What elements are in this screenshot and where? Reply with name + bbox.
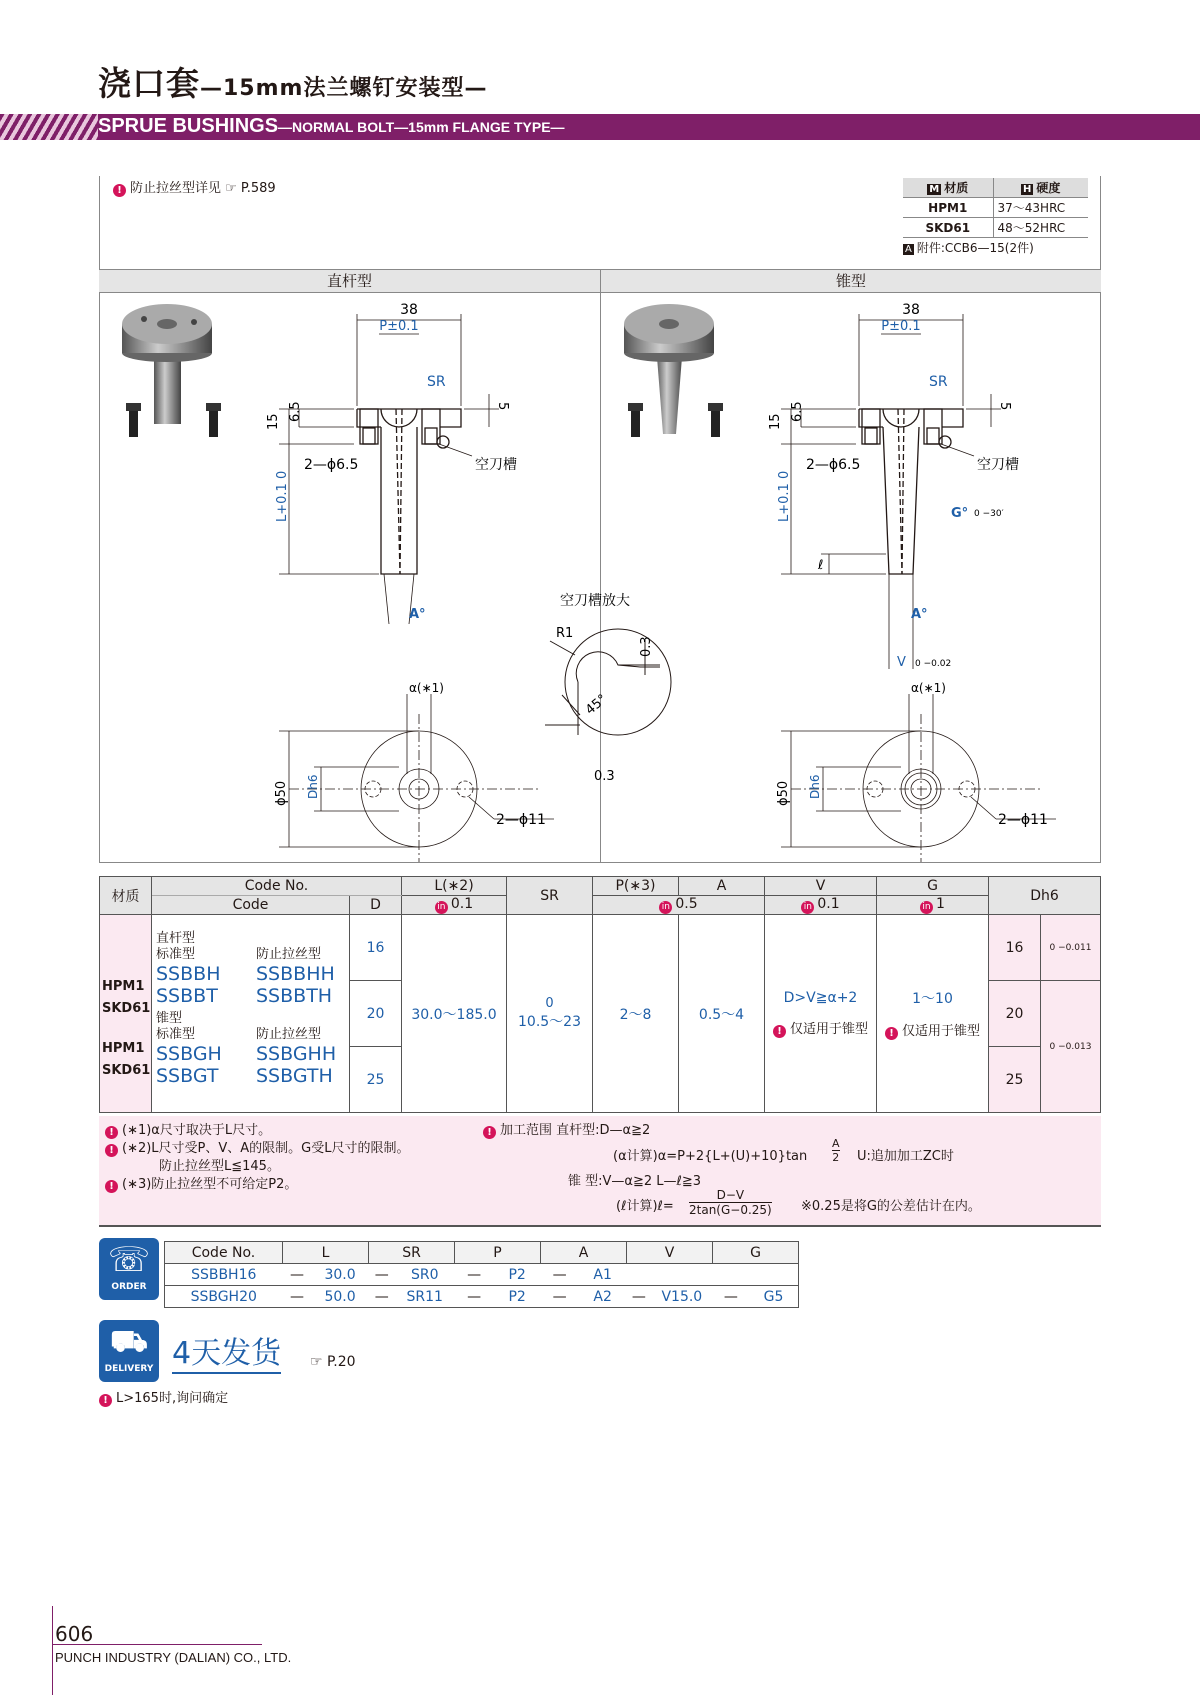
dim-r1: R1 [556, 626, 574, 641]
dim-15: 15 [266, 413, 281, 430]
dim-38-taper: 38 [902, 302, 920, 318]
dim-V: V [897, 655, 906, 670]
taper-drawing [601, 294, 1101, 862]
holes-label: 2—ϕ6.5 [304, 457, 359, 473]
dim-sr: SR [427, 374, 446, 390]
section-straight: 直杆型 [99, 269, 600, 293]
dim-A-taper: A° [911, 607, 928, 622]
dim-V-tol: 0 −0.02 [915, 659, 952, 669]
straight-drawing [99, 294, 600, 862]
dim-G: G° [951, 506, 969, 521]
page-subtitle: —15mm法兰螺钉安装型— [200, 76, 488, 101]
dim-dh6-taper: Dh6 [808, 774, 822, 799]
dim-03-b: 0.3 [594, 769, 615, 784]
caution-icon: ! [113, 184, 126, 197]
dim-dh6: Dh6 [306, 774, 320, 799]
holes-label-taper: 2—ϕ6.5 [806, 457, 861, 473]
dim-L: L+0.1 0 [275, 470, 290, 522]
delivery-ref: ☞ P.20 [310, 1354, 356, 1370]
accessory-note: A 附件:CCB6—15(2件) [905, 241, 1034, 255]
delivery-days: 4天发货 [172, 1336, 281, 1374]
page-title: 浇口套—15mm法兰螺钉安装型— [98, 64, 488, 103]
detail-title: 空刀槽放大 [560, 593, 630, 609]
dim-alpha: α(∗1) [409, 681, 444, 695]
footer-rule-v [52, 1606, 53, 1695]
dim-6-5: 6.5 [288, 401, 303, 422]
dim-G-tol: 0 −30′ [974, 509, 1004, 519]
dim-6-5-taper: 6.5 [790, 401, 805, 422]
dim-5: 5 [495, 402, 510, 411]
dim-L-taper: L+0.1 0 [777, 470, 792, 522]
band-stripes [0, 114, 98, 140]
top-note: ! 防止拉丝型详见 ☞ P.589 [113, 177, 276, 197]
section-taper: 锥型 [601, 269, 1101, 293]
delivery-note: ! L>165时,询问确定 [99, 1387, 228, 1407]
dim-15-taper: 15 [768, 413, 783, 430]
delivery-icon: ⛟ DELIVERY [99, 1320, 159, 1382]
material-table: M 材质 H 硬度 HPM1 37～43HRC SKD61 48～52HRC [903, 178, 1088, 238]
notes-panel: ! (∗1)α尺寸取决于L尺寸。 ! (∗2)L尺寸受P、V、A的限制。G受L尺寸的限制。 防止拉丝型L≦145。 ! (∗3)防止拉丝型不可给定P2。 ! 加工范围 直杆型:D—α≧2 (α计算)α=P+2{L+(U)+10}tan A 2 U:追加加工ZC时 锥 型:V—α≧2 L—ℓ≧3 (ℓ计算)ℓ= D−V 2tan(G−0.25) ※0.25是将G的公差估计在内。 [99, 1116, 1101, 1227]
order-table: Code No. L SR P A V G SSBBH16 — 30.0 — SR0 — P2 — A1 SSBGH20 — 50.0 — SR11 — P2 — A2 — V15.0 — G5 [164, 1241, 799, 1308]
relief-label-taper: 空刀槽 [977, 457, 1019, 473]
dim-p: P±0.1 [379, 319, 419, 334]
dim-ell: ℓ [818, 558, 824, 573]
dim-sr-taper: SR [929, 374, 948, 390]
dim-45: 45° [582, 691, 611, 719]
dim-alpha-taper: α(∗1) [911, 681, 946, 695]
dim-03-a: 0.3 [639, 636, 654, 657]
title-band [0, 114, 1200, 140]
relief-label: 空刀槽 [475, 457, 517, 473]
dim-phi50: ϕ50 [274, 780, 289, 806]
order-icon: ☏ ORDER [99, 1238, 159, 1300]
dim-5-taper: 5 [997, 402, 1012, 411]
product-photo-taper [624, 304, 723, 437]
dim-38: 38 [400, 302, 418, 318]
spec-table: 材质 Code No. L(∗2) SR P(∗3) A V G Dh6 Code D in 0.1 in 0.5 in 0.1 in 1 HPM1 SKD61 HPM1 SKD61 直杆型 标准型 防止拉丝型 SSBBH SSBBT SSBBHH SSBBTH 锥型 标准型 防止拉丝型 SSBGH SSBGT SSBGHH SSBGTH 16 30.0～185.0 0 10.5～23 2～8 0.5～4 D>V≧α+2 ! 仅适用于锥型 1～10 ! 仅适用于锥型 16 0 −0.011 20 20 0 −0.013 25 25 [99, 876, 1101, 1113]
dim-A: A° [409, 607, 426, 622]
english-title: SPRUE BUSHINGS—NORMAL BOLT—15mm FLANGE TYPE— [98, 115, 565, 137]
page-number: 606 [55, 1622, 94, 1646]
holes11-label-taper: 2—ϕ11 [998, 812, 1048, 828]
company-name: PUNCH INDUSTRY (DALIAN) CO., LTD. [55, 1650, 292, 1665]
dim-phi50-taper: ϕ50 [776, 780, 791, 806]
product-photo-straight [122, 304, 221, 437]
holes11-label: 2—ϕ11 [496, 812, 546, 828]
dim-p-taper: P±0.1 [881, 319, 921, 334]
